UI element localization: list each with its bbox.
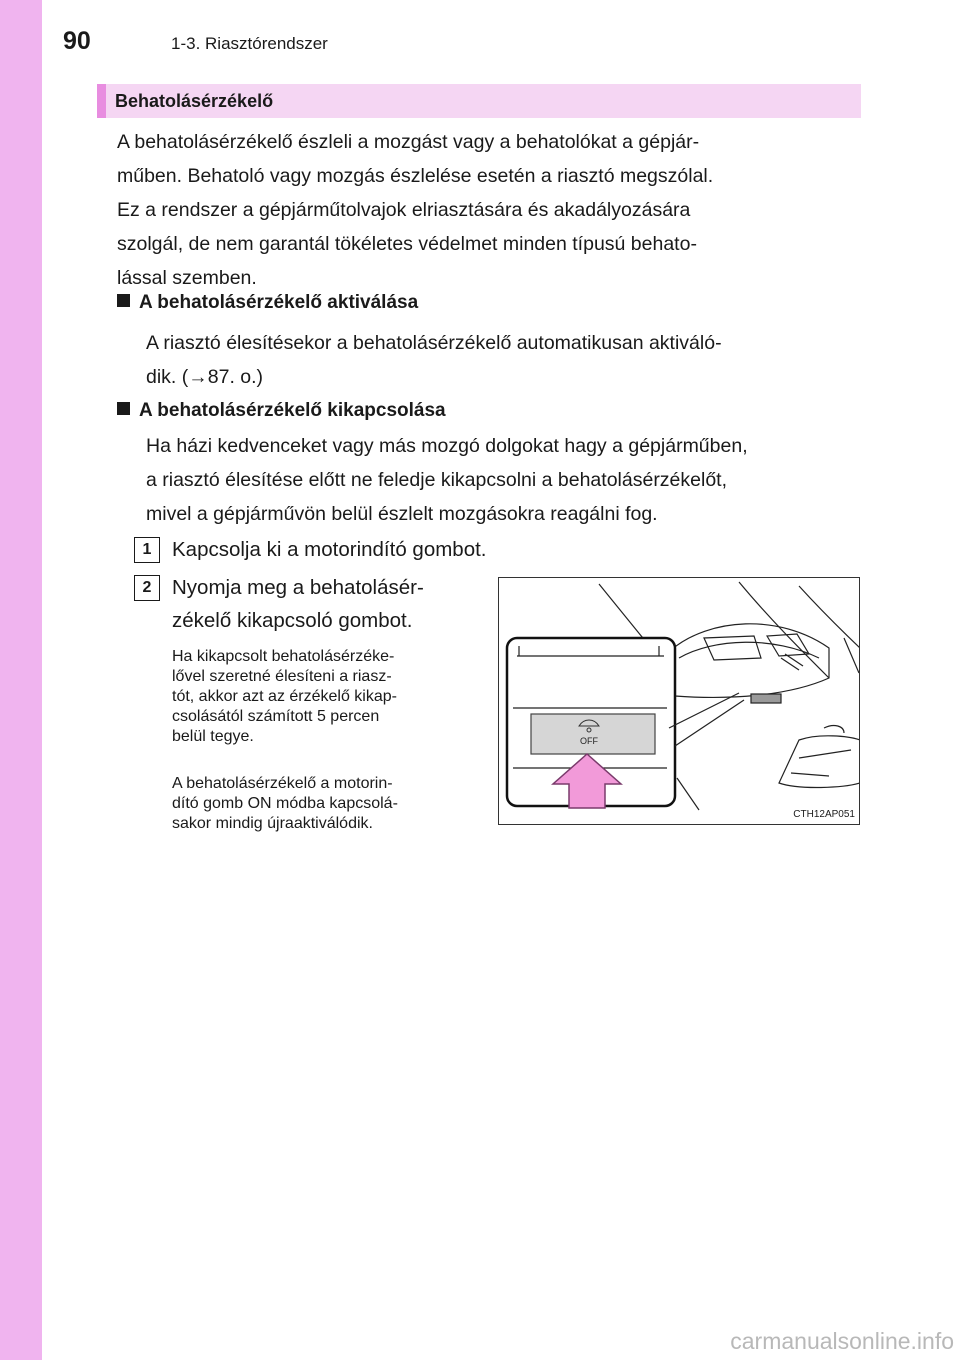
chapter-title: 1-3. Riasztórendszer xyxy=(171,34,328,53)
figure-code: CTH12AP051 xyxy=(793,809,855,820)
deactivation-heading-text: A behatolásérzékelő kikapcsolása xyxy=(139,400,446,421)
overhead-console-figure xyxy=(498,577,860,825)
step-2-text: Nyomja meg a behatolásér- zékelő kikapcsoló gombot. xyxy=(172,576,424,632)
section-title: Behatolásérzékelő xyxy=(115,91,274,111)
off-button-label: OFF xyxy=(580,736,598,746)
activation-heading xyxy=(117,292,418,314)
step-1-number: 1 xyxy=(134,537,160,563)
deactivation-heading xyxy=(117,400,446,422)
activation-text: A riasztó élesítésekor a behatolásérzékelő automatikusan aktiváló- dik. (→87. o.) xyxy=(146,332,722,388)
activation-heading-text: A behatolásérzékelő aktiválása xyxy=(139,292,419,313)
side-color-bar xyxy=(0,0,42,1360)
section-header xyxy=(97,84,861,118)
section-header-accent xyxy=(97,84,106,118)
bullet-square-icon xyxy=(117,402,130,415)
watermark: carmanualsonline.info xyxy=(730,1328,954,1354)
intro-paragraph: A behatolásérzékelő észleli a mozgást vagy a behatolókat a gépjár- műben. Behatoló vagy mozgás észlelése esetén a riasztó megszólal. Ez a rendszer a gépjárműtolvajok elriasztására és akadályozására szolgál, de nem garantál tökéletes védelmet minden típusú behato- lással szemben. xyxy=(117,131,714,289)
bullet-square-icon xyxy=(117,294,130,307)
deactivation-text: Ha házi kedvenceket vagy más mozgó dolgokat hagy a gépjárműben, a riasztó élesítése előtt ne feledje kikapcsolni a behatolásérzékelőt, mivel a gépjárművön belül észlelt mozgásokra reagálni fog. xyxy=(146,435,748,525)
step-1-text: Kapcsolja ki a motorindító gombot. xyxy=(172,538,487,561)
step-2-number: 2 xyxy=(134,575,160,601)
note-rearm: Ha kikapcsolt behatolásérzéke- lővel szeretné élesíteni a riasz- tót, akkor azt az érzékelő kikap- csolásától számított 5 percen belül tegye. xyxy=(172,648,397,745)
page-number: 90 xyxy=(63,27,91,55)
overhead-console-illustration xyxy=(499,578,860,825)
note-reactivation: A behatolásérzékelő a motorin- dító gomb ON módba kapcsolá- sakor mindig újraaktiválódik. xyxy=(172,775,398,832)
